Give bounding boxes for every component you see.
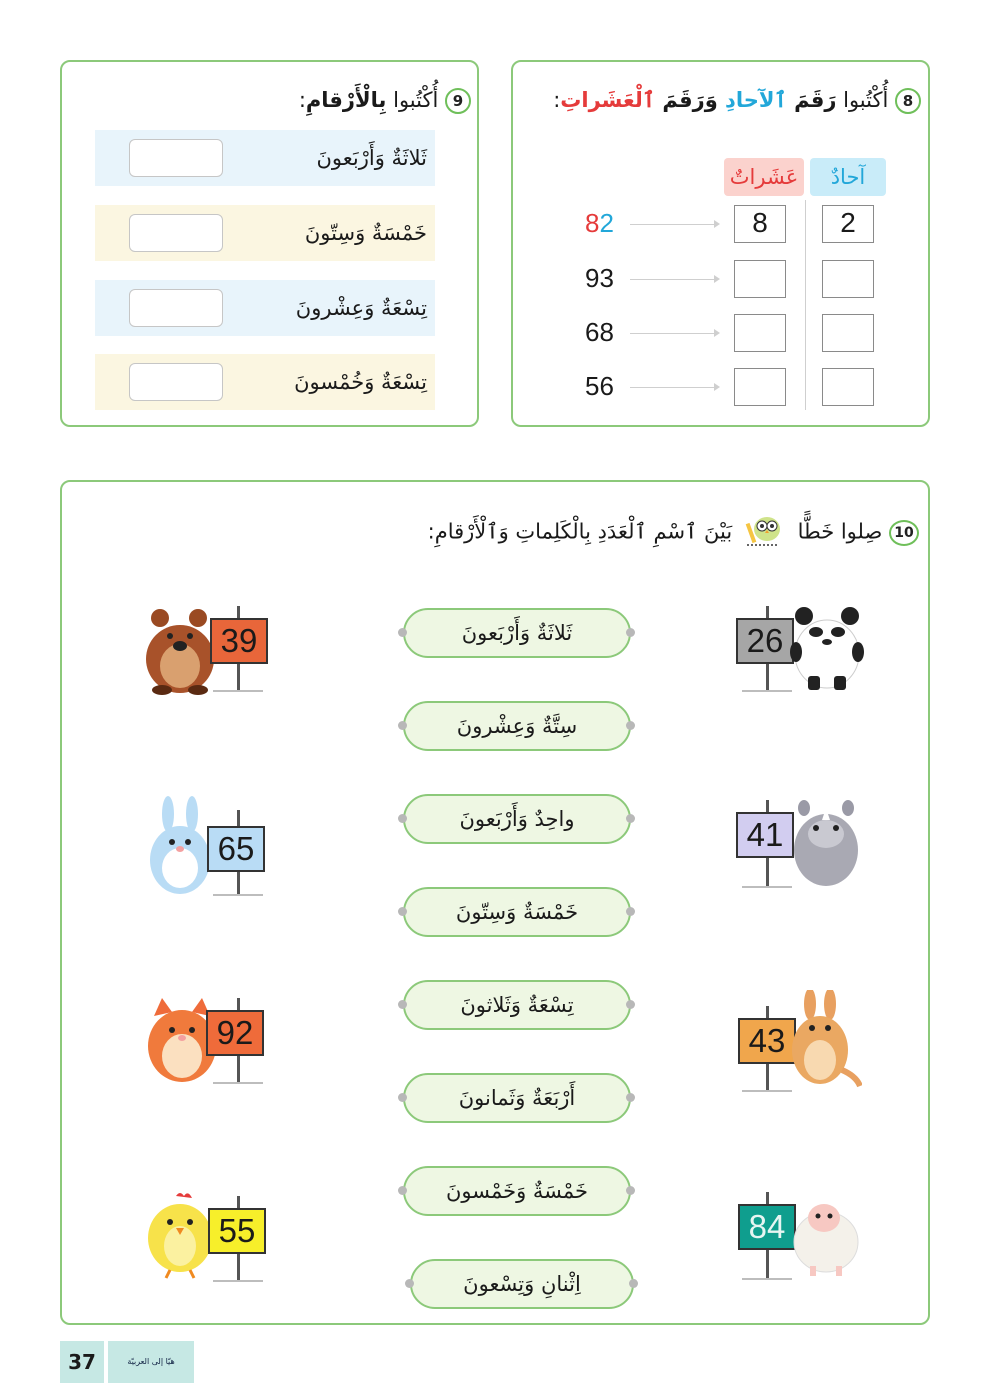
tens-answer-row-3[interactable] bbox=[734, 314, 786, 352]
q9-title bbox=[299, 88, 471, 114]
ones-answer-row-3[interactable] bbox=[822, 314, 874, 352]
q8-title bbox=[553, 88, 921, 114]
number-sign-92: 92 bbox=[206, 1010, 264, 1056]
q10-title-b: بَيْنَ ٱسْمِ ٱلْعَدَدِ بِالْكَلِماتِ وَٱلْأَرْقامِ: bbox=[427, 519, 733, 544]
q8-title-part-6: : bbox=[553, 88, 561, 112]
word-pill-3[interactable]: واحِدٌ وَأَرْبَعونَ bbox=[403, 794, 631, 844]
q9-row-1-answer[interactable] bbox=[129, 139, 223, 177]
tens-answer-row-1[interactable]: 8 bbox=[734, 205, 786, 243]
q9-title-colon: : bbox=[298, 88, 306, 112]
column-divider bbox=[805, 200, 806, 410]
q8-title-part-1: أُكْتُبوا bbox=[836, 88, 889, 112]
ground-left-1 bbox=[213, 690, 263, 692]
pill-dot-left-7[interactable] bbox=[398, 1186, 407, 1195]
pill-dot-right-2[interactable] bbox=[626, 721, 635, 730]
bear-icon bbox=[140, 604, 220, 700]
pill-dot-left-4[interactable] bbox=[398, 907, 407, 916]
panda-icon bbox=[790, 604, 864, 696]
number-sign-84: 84 bbox=[738, 1204, 796, 1250]
q9-row-4-text: تِسْعَةٌ وَخُمْسونَ bbox=[294, 370, 427, 394]
q8-number-row-3: 68 bbox=[585, 317, 614, 347]
ground-right-1 bbox=[742, 690, 792, 692]
ground-right-4 bbox=[742, 1278, 792, 1280]
q9-row-3-answer[interactable] bbox=[129, 289, 223, 327]
arrow-row-1 bbox=[630, 224, 718, 225]
ground-left-4 bbox=[213, 1280, 263, 1282]
q9-number: 9 bbox=[445, 88, 471, 114]
word-pill-5[interactable]: تِسْعَةٌ وَثَلاثونَ bbox=[403, 980, 631, 1030]
q9-title-bold: بِالْأَرْقامِ bbox=[305, 88, 387, 112]
arrow-row-3 bbox=[630, 333, 718, 334]
word-pill-6[interactable]: أَرْبَعَةٌ وَثَمانونَ bbox=[403, 1073, 631, 1123]
number-sign-39: 39 bbox=[210, 618, 268, 664]
q8-number-row-2: 93 bbox=[585, 263, 614, 293]
word-pill-2[interactable]: سِتَّةٌ وَعِشْرونَ bbox=[403, 701, 631, 751]
ground-left-3 bbox=[213, 1082, 263, 1084]
arrow-row-2 bbox=[630, 279, 718, 280]
pill-dot-left-2[interactable] bbox=[398, 721, 407, 730]
q9-row-2-answer[interactable] bbox=[129, 214, 223, 252]
ones-answer-row-1[interactable]: 2 bbox=[822, 205, 874, 243]
q9-row-3-text: تِسْعَةٌ وَعِشْرونَ bbox=[295, 296, 427, 320]
logo-text: هيّا إلى العربيّة bbox=[127, 1357, 175, 1366]
q8-title-part-3: ٱلآحادِ bbox=[717, 88, 787, 112]
q10-title-a: صِلوا خَطًّا bbox=[797, 519, 883, 544]
publisher-logo bbox=[108, 1341, 194, 1383]
word-pill-4[interactable]: خَمْسَةٌ وَسِتّونَ bbox=[403, 887, 631, 937]
sheep-icon bbox=[790, 1196, 862, 1282]
pill-dot-left-1[interactable] bbox=[398, 628, 407, 637]
q9-row-3 bbox=[95, 280, 435, 336]
rabbit-icon bbox=[146, 796, 216, 900]
pill-dot-right-3[interactable] bbox=[626, 814, 635, 823]
ones-answer-row-2[interactable] bbox=[822, 260, 874, 298]
q9-row-2-text: خَمْسَةٌ وَسِتّونَ bbox=[304, 221, 427, 245]
page-number: 37 bbox=[60, 1341, 104, 1383]
number-sign-65: 65 bbox=[207, 826, 265, 872]
ground-left-2 bbox=[213, 894, 263, 896]
pill-dot-right-8[interactable] bbox=[629, 1279, 638, 1288]
number-sign-41: 41 bbox=[736, 812, 794, 858]
pill-dot-left-5[interactable] bbox=[398, 1000, 407, 1009]
q8-title-part-4: وَرَقَمَ bbox=[655, 88, 718, 112]
word-pill-1[interactable]: ثَلاثَةٌ وَأَرْبَعونَ bbox=[403, 608, 631, 658]
pencil-owl-icon bbox=[745, 513, 785, 552]
q9-row-4-answer[interactable] bbox=[129, 363, 223, 401]
q8-ones-digit-colored: 2 bbox=[599, 208, 614, 238]
q8-tens-digit-colored: 8 bbox=[585, 208, 600, 238]
q8-number: 8 bbox=[895, 88, 921, 114]
ones-answer-row-4[interactable] bbox=[822, 368, 874, 406]
q8-title-text bbox=[553, 88, 888, 112]
pill-dot-left-8[interactable] bbox=[405, 1279, 414, 1288]
word-pill-8[interactable]: اِثْنانِ وَتِسْعونَ bbox=[410, 1259, 634, 1309]
pill-dot-right-7[interactable] bbox=[626, 1186, 635, 1195]
q9-row-4 bbox=[95, 354, 435, 410]
header-ones: آحادٌ bbox=[810, 158, 886, 196]
number-sign-43: 43 bbox=[738, 1018, 796, 1064]
pill-dot-right-4[interactable] bbox=[626, 907, 635, 916]
q9-row-1-text: ثَلاثَةٌ وَأَرْبَعونَ bbox=[316, 146, 427, 170]
q9-row-2 bbox=[95, 205, 435, 261]
pill-dot-right-6[interactable] bbox=[626, 1093, 635, 1102]
q10-title bbox=[428, 513, 919, 552]
pill-dot-left-6[interactable] bbox=[398, 1093, 407, 1102]
word-pill-7[interactable]: خَمْسَةٌ وَخَمْسونَ bbox=[403, 1166, 631, 1216]
header-tens: عَشَراتٌ bbox=[724, 158, 804, 196]
rhino-icon bbox=[788, 798, 864, 892]
q9-row-1 bbox=[95, 130, 435, 186]
pill-dot-right-1[interactable] bbox=[626, 628, 635, 637]
q9-title-plain: أُكْتُبوا bbox=[386, 88, 439, 112]
tens-answer-row-2[interactable] bbox=[734, 260, 786, 298]
kangaroo-icon bbox=[784, 990, 862, 1094]
q8-number-row-4: 56 bbox=[585, 371, 614, 401]
pill-dot-left-3[interactable] bbox=[398, 814, 407, 823]
pill-dot-right-5[interactable] bbox=[626, 1000, 635, 1009]
q10-number: 10 bbox=[889, 520, 919, 546]
arrow-row-4 bbox=[630, 387, 718, 388]
number-sign-55: 55 bbox=[208, 1208, 266, 1254]
q8-title-part-2: رَقَمَ bbox=[786, 88, 837, 112]
q8-title-part-5: ٱلْعَشَراتِ bbox=[560, 88, 656, 112]
tens-answer-row-4[interactable] bbox=[734, 368, 786, 406]
number-sign-26: 26 bbox=[736, 618, 794, 664]
ground-right-2 bbox=[742, 886, 792, 888]
q8-number-row-1 bbox=[585, 208, 614, 239]
